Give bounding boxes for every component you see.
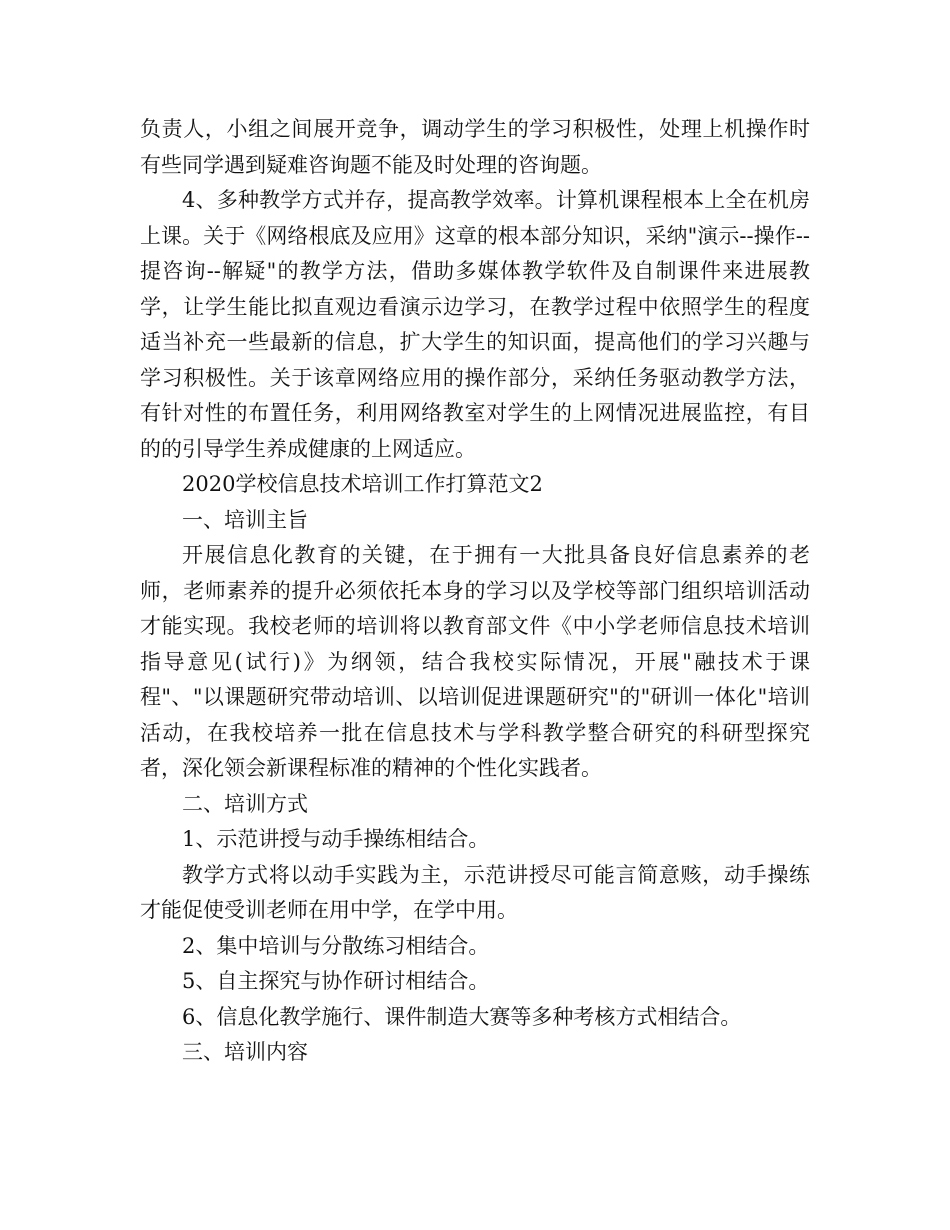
paragraph-continuation: 负责人，小组之间展开竞争，调动学生的学习积极性，处理上机操作时有些同学遇到疑难咨询题不能及时处理的咨询题。 [140, 117, 810, 177]
heading-training-content: 三、培训内容 [182, 1040, 308, 1064]
heading-training-methods: 二、培训方式 [182, 791, 308, 816]
list-item-method-1: 1、示范讲授与动手操练相结合。 [182, 827, 490, 851]
document-body [140, 112, 810, 1071]
list-item-method-5: 5、自主探究与协作研讨相结合。 [182, 969, 490, 993]
section-title: 2020学校信息技术培训工作打算范文2 [182, 472, 543, 496]
paragraph-method-1-detail: 教学方式将以动手实践为主，示范讲授尽可能言简意赅，动手操练才能促使受训老师在用中学，在学中用。 [140, 862, 810, 922]
paragraph-teaching-methods: 4、多种教学方式并存，提高教学效率。计算机课程根本上全在机房上课。关于《网络根底及应用》这章的根本部分知识，采纳"演示--操作--提咨询--解疑"的教学方法，借助多媒体教学软件及自制课件来进展教学，让学生能比拟直观边看演示边学习，在教学过程中依照学生的程度适当补充一些最新的信息，扩大学生的知识面，提高他们的学习兴趣与学习积极性。关于该章网络应用的操作部分，采纳任务驱动教学方法，有针对性的布置任务，利用网络教室对学生的上网情况进展监控，有目的的引导学生养成健康的上网适应。 [140, 188, 810, 461]
paragraph-training-purpose: 开展信息化教育的关键，在于拥有一大批具备良好信息素养的老师，老师素养的提升必须依托本身的学习以及学校等部门组织培训活动才能实现。我校老师的培训将以教育部文件《中小学老师信息技术培训指导意见(试行)》为纲领，结合我校实际情况，开展"融技术于课程"、"以课题研究带动培训、以培训促进课题研究"的"研训一体化"培训活动，在我校培养一批在信息技术与学科教学整合研究的科研型探究者，深化领会新课程标准的精神的个性化实践者。 [140, 543, 810, 780]
list-item-method-2: 2、集中培训与分散练习相结合。 [182, 933, 490, 958]
heading-training-purpose: 一、培训主旨 [182, 507, 308, 532]
list-item-method-6: 6、信息化教学施行、课件制造大赛等多种考核方式相结合。 [182, 1004, 742, 1029]
